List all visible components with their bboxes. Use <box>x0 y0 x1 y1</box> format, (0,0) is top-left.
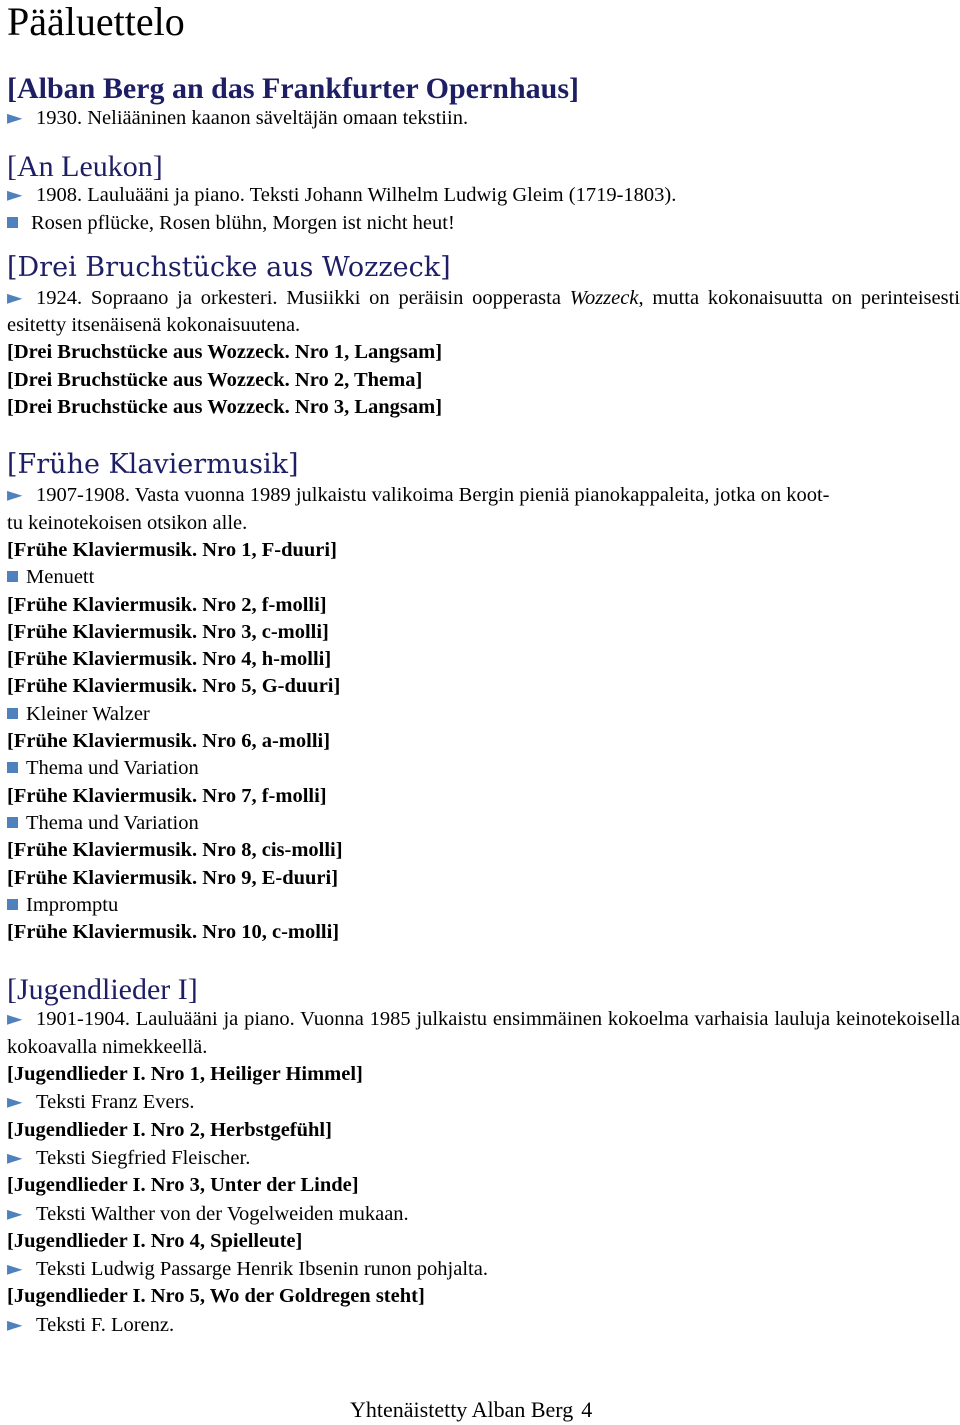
triangle-bullet-icon: ► <box>7 1311 23 1336</box>
sub-entry-title: [Jugendlieder I. Nro 4, Spielleute] <box>7 1229 303 1252</box>
sub-entry-note: ► Teksti F. Lorenz. <box>7 1311 960 1339</box>
triangle-bullet-icon: ► <box>7 1256 23 1281</box>
sub-entry-title: [Frühe Klaviermusik. Nro 7, f-molli] <box>7 784 327 807</box>
sub-entry-title: [Frühe Klaviermusik. Nro 10, c-molli] <box>7 921 340 944</box>
entry-heading: [Drei Bruchstücke aus Wozzeck] <box>7 251 451 283</box>
triangle-bullet-icon: ► <box>7 482 23 507</box>
entry-heading: [Frühe Klaviermusik] <box>7 449 299 481</box>
sub-entry-title: [Drei Bruchstücke aus Wozzeck. Nro 2, Thema] <box>7 368 423 391</box>
sub-entry-title: [Frühe Klaviermusik. Nro 1, F-duuri] <box>7 538 337 561</box>
sub-entry-title: [Frühe Klaviermusik. Nro 5, G-duuri] <box>7 675 341 698</box>
square-bullet-icon <box>7 817 18 828</box>
entry-heading: [An Leukon] <box>7 150 163 184</box>
entry-jugendlieder <box>7 973 960 1339</box>
sub-entry-title: [Drei Bruchstücke aus Wozzeck. Nro 1, Langsam] <box>7 341 443 364</box>
sub-entry-title: [Frühe Klaviermusik. Nro 9, E-duuri] <box>7 866 339 889</box>
square-bullet-icon <box>7 708 18 719</box>
entry-info: ► 1908. Lauluääni ja piano. Teksti Johann Wilhelm Ludwig Gleim (1719-1803). <box>7 181 960 209</box>
document-page <box>7 0 960 1339</box>
entry-leukon <box>7 150 960 237</box>
entry-heading: [Alban Berg an das Frankfurter Opernhaus] <box>7 72 579 105</box>
entry-wozzeck <box>7 251 960 421</box>
square-bullet-icon <box>7 217 18 228</box>
sub-entry-title: [Jugendlieder I. Nro 2, Herbstgefühl] <box>7 1118 332 1141</box>
triangle-bullet-icon: ► <box>7 1200 23 1225</box>
sub-entry-title: [Drei Bruchstücke aus Wozzeck. Nro 3, Langsam] <box>7 396 443 419</box>
sub-entry-title: [Frühe Klaviermusik. Nro 2, f-molli] <box>7 593 327 616</box>
sub-entry-note: Thema und Variation <box>7 810 960 837</box>
triangle-bullet-icon: ► <box>7 182 23 207</box>
entry-incipit: Rosen pflücke, Rosen blühn, Morgen ist nicht heut! <box>7 210 960 237</box>
entry-heading: [Jugendlieder I] <box>7 973 198 1007</box>
sub-entry-title: [Jugendlieder I. Nro 3, Unter der Linde] <box>7 1174 359 1197</box>
entry-info: ► 1930. Neliääninen kaanon säveltäjän omaan tekstiin. <box>7 104 960 132</box>
sub-entry-note: ► Teksti Franz Evers. <box>7 1088 960 1116</box>
sub-entry-title: [Jugendlieder I. Nro 1, Heiliger Himmel] <box>7 1063 363 1086</box>
entry-info: ► 1924. Sopraano ja orkesteri. Musiikki on peräisin oopperasta Wozzeck, mutta kokonaisuutta on perinteisesti esitetty itsenäisenä kokonaisuutena. <box>7 284 960 337</box>
sub-entry-note: ► Teksti Ludwig Passarge Henrik Ibsenin runon pohjalta. <box>7 1255 960 1283</box>
triangle-bullet-icon: ► <box>7 105 23 129</box>
sub-entry-title: [Jugendlieder I. Nro 5, Wo der Goldregen steht] <box>7 1285 425 1308</box>
square-bullet-icon <box>7 762 18 773</box>
sub-entry-title: [Frühe Klaviermusik. Nro 8, cis-molli] <box>7 839 343 862</box>
sub-entry-note: Kleiner Walzer <box>7 701 960 728</box>
entry-info: ► 1907-1908. Vasta vuonna 1989 julkaistu valikoima Bergin pieniä pianokappaleita, jotka on koot- tu keinotekoisen otsikon alle. <box>7 482 830 534</box>
page-number: 4 <box>581 1397 593 1422</box>
sub-entry-note: Impromptu <box>7 892 960 919</box>
sub-entry-title: [Frühe Klaviermusik. Nro 4, h-molli] <box>7 648 332 671</box>
sub-entry-title: [Frühe Klaviermusik. Nro 6, a-molli] <box>7 730 331 753</box>
triangle-bullet-icon: ► <box>7 1144 23 1169</box>
triangle-bullet-icon: ► <box>7 284 23 309</box>
footer-text: Yhtenäistetty Alban Berg <box>350 1397 574 1422</box>
sub-entry-note: Thema und Variation <box>7 755 960 782</box>
entry-berg-frankfurt <box>7 72 960 132</box>
sub-entry-note: Menuett <box>7 564 960 591</box>
entry-fruhe-klaviermusik <box>7 448 960 946</box>
triangle-bullet-icon: ► <box>7 1006 23 1031</box>
sub-entry-note: ► Teksti Siegfried Fleischer. <box>7 1144 960 1172</box>
page-title: Pääluettelo <box>7 0 185 44</box>
page-footer <box>350 1395 592 1425</box>
entry-info: ► 1901-1904. Lauluääni ja piano. Vuonna 1985 julkaistu ensimmäinen kokoelma varhaisia lauluja keinotekoisella kokoavalla nimekkeellä. <box>7 1006 960 1058</box>
square-bullet-icon <box>7 899 18 910</box>
sub-entry-title: [Frühe Klaviermusik. Nro 3, c-molli] <box>7 620 329 643</box>
square-bullet-icon <box>7 571 18 582</box>
sub-entry-note: ► Teksti Walther von der Vogelweiden mukaan. <box>7 1200 960 1228</box>
triangle-bullet-icon: ► <box>7 1089 23 1114</box>
